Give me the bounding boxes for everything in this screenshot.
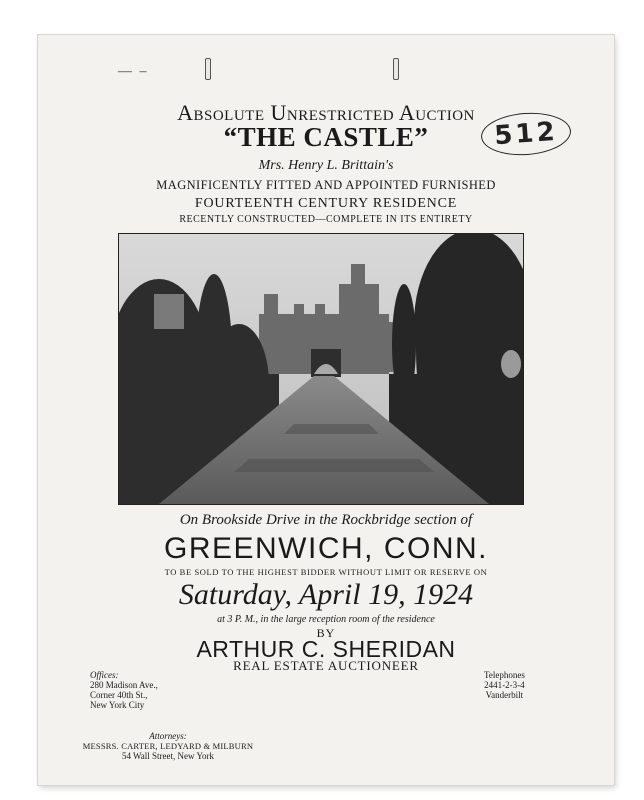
auction-heading: Absolute Unrestricted Auction <box>177 100 475 125</box>
offices-address-line: Corner 40th St., <box>90 690 148 700</box>
auctioneer-name: ARTHUR C. SHERIDAN <box>196 636 456 662</box>
castle-photo-image <box>119 234 523 504</box>
city-name: GREENWICH, CONN. <box>164 532 488 565</box>
staple-mark <box>205 58 211 80</box>
residence-type: FOURTEENTH CENTURY RESIDENCE <box>194 196 458 211</box>
sale-terms: TO BE SOLD TO THE HIGHEST BIDDER WITHOUT LIMIT OR RESERVE ON <box>164 567 488 577</box>
by-label: BY <box>316 626 336 640</box>
handwritten-lot-number: 512 <box>480 110 573 158</box>
offices-block <box>90 670 158 710</box>
offices-address-line: New York City <box>90 700 145 710</box>
description-line: MAGNIFICENTLY FITTED AND APPOINTED FURNISHED <box>156 178 496 192</box>
pencil-marks: — – <box>118 64 149 79</box>
attorneys-heading: Attorneys: <box>149 731 187 741</box>
castle-photograph <box>118 233 524 505</box>
sale-time-place: at 3 P. M., in the large reception room of the residence <box>217 614 435 625</box>
telephone-exchange: Vanderbilt <box>485 690 524 700</box>
telephones-heading: Telephones <box>484 670 525 680</box>
staple-mark <box>393 58 399 80</box>
property-name: “THE CASTLE” <box>223 122 429 152</box>
location-intro: On Brookside Drive in the Rockbridge section of <box>179 512 473 528</box>
construction-note: RECENTLY CONSTRUCTED—COMPLETE IN ITS ENTIRETY <box>179 214 473 225</box>
attorneys-firm: MESSRS. CARTER, LEDYARD & MILBURN <box>82 741 254 751</box>
telephone-numbers: 2441-2-3-4 <box>484 680 525 690</box>
owner-name: Mrs. Henry L. Brittain's <box>258 158 394 173</box>
attorneys-address: 54 Wall Street, New York <box>121 751 215 761</box>
offices-address-line: 280 Madison Ave., <box>90 680 158 690</box>
offices-heading: Offices: <box>90 670 119 680</box>
sale-date: Saturday, April 19, 1924 <box>178 578 474 611</box>
telephones-block <box>484 670 525 700</box>
auctioneer-title: REAL ESTATE AUCTIONEER <box>233 658 419 673</box>
attorneys-block <box>78 731 258 761</box>
